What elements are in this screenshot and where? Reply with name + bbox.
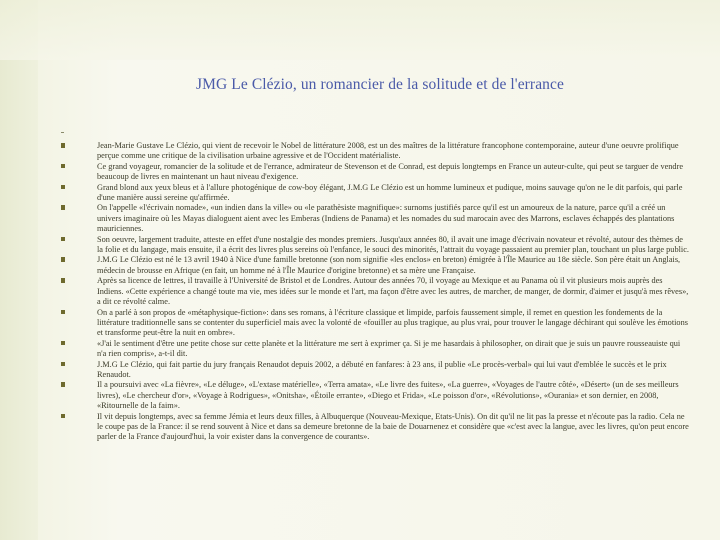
- item-text: Jean-Marie Gustave Le Clézio, qui vient de recevoir le Nobel de littérature 2008, est un des maîtres de la littérature francophone contemporaine, auteur d'une oeuvre prolifique perçue comme une critique de la civilisation urbaine agressive et de l'Occident matérialiste.: [97, 141, 679, 161]
- list-item: [60, 308, 690, 339]
- decorative-dash: [61, 132, 64, 133]
- square-bullet-icon: [61, 362, 65, 367]
- square-bullet-icon: [61, 341, 65, 346]
- bullet-list: [60, 141, 690, 443]
- list-item: [60, 235, 690, 256]
- list-item: [60, 360, 690, 381]
- list-item: [60, 255, 690, 276]
- item-text: J.M.G Le Clézio, qui fait partie du jury français Renaudot depuis 2002, a débuté en fanfares: à 23 ans, il publie «Le procès-verbal» qui lui vaut d'emblée le succès et le prix Renaudot.: [97, 359, 667, 379]
- item-text: On l'appelle «l'écrivain nomade», «un indien dans la ville» ou «le parathèsiste magnifique»: surnoms justifiés parce qu'il est un amoureux de la nature, parce qu'il a créé un univers imaginaire où les Mayas dialoguent aient avec les Emberas (Indiens de Panama) et les nomades du sud marocain avec des Marrons, esclaves échappés des plantations mauriciennes.: [97, 203, 675, 234]
- item-text: Il vit depuis longtemps, avec sa femme Jémia et leurs deux filles, à Albuquerque (Nouveau-Mexique, Etats-Unis). On dit qu'il ne lit pas la presse et n'écoute pas la radio. Cela ne le coupe pas de la France: il se rend souvent à Nice et dans sa demeure bretonne de la baie de Douarnenez et considère que «c'est avec la langue, avec les livres, qu'on peut encore parler de la France d'aujourd'hui, la voir exister dans la convergence de courants».: [97, 411, 689, 442]
- list-item: [60, 339, 690, 360]
- list-item: [60, 183, 690, 204]
- item-text: On a parlé à son propos de «métaphysique-fiction»: dans ses romans, à l'écriture classique et limpide, parfois faussement simple, il remet en question les fondements de la littérature traditionnelle sans se contenter du superficiel mais avec la volonté de «fouiller au plus tragique, au plus vrai, pour trouver le langage déchirant qui soulève les émotions et transforme peut-être la nuit en ombre».: [97, 307, 688, 338]
- item-text: Il a poursuivi avec «La fièvre», «Le déluge», «L'extase matérielle», «Terra amata», «Le livre des fuites», «La guerre», «Voyages de l'autre côté», «Désert» (un de ses meilleurs livres), «Le chercheur d'or», «Voyage à Rodrigues», «Onitsha», «Étoile errante», «Diego et Frida», «Le poisson d'or», «Révolutions», «Ourania» et son dernier, en 2008, «Ritournelle de la faim».: [97, 380, 679, 411]
- square-bullet-icon: [61, 278, 65, 283]
- square-bullet-icon: [61, 185, 65, 190]
- square-bullet-icon: [61, 382, 65, 387]
- list-item: [60, 412, 690, 443]
- top-decorative-band: [0, 0, 720, 60]
- item-text: Grand blond aux yeux bleus et à l'allure photogénique de cow-boy élégant, J.M.G Le Clézio est un homme lumineux et pudique, moins sauvage qu'on ne le dit parfois, qui parle d'une manière aussi sereine qu'affirmée.: [97, 182, 683, 203]
- list-item: [60, 203, 690, 234]
- slide-title: JMG Le Clézio, un romancier de la solitude et de l'errance: [196, 76, 564, 93]
- square-bullet-icon: [61, 310, 65, 315]
- square-bullet-icon: [61, 237, 65, 242]
- square-bullet-icon: [61, 414, 65, 419]
- item-text: Son oeuvre, largement traduite, atteste en effet d'une nostalgie des mondes premiers. Jusqu'aux années 80, il avait une image d'écrivain novateur et révolté, autour des thèmes de la folie et du langage, mais ensuite, il a écrit des livres plus sereins où l'enfance, le souci des minorités, l'attrait du voyage passaient au premier plan, touchant un plus large public.: [97, 234, 689, 255]
- item-text: Après sa licence de lettres, il travaille à l'Université de Bristol et de Londres. Autour des années 70, il voyage au Mexique et au Panama où il vit plusieurs mois auprès des Indiens. «Cette expérience a changé toute ma vie, mes idées sur le monde et l'art, ma façon d'être avec les autres, de marcher, de manger, de dormir, d'aimer et jusqu'à mes rêves», a dit ce révolté calme.: [97, 276, 689, 307]
- list-item: [60, 141, 690, 162]
- square-bullet-icon: [61, 257, 65, 262]
- list-item: [60, 162, 690, 183]
- square-bullet-icon: [61, 164, 65, 169]
- list-item: [60, 276, 690, 307]
- item-text: Ce grand voyageur, romancier de la solitude et de l'errance, admirateur de Stevenson et de Conrad, est depuis longtemps en France un auteur-culte, qui peut se targuer de vendre beaucoup de livres en maintenant un haut niveau d'exigence.: [97, 161, 684, 182]
- list-item: [60, 380, 690, 411]
- item-text: «J'ai le sentiment d'être une petite chose sur cette planète et la littérature me sert à exprimer ça. Si je me hasardais à philosopher, on dirait que je suis un pauvre rousseauiste qui n'a rien compris», a-t-il dit.: [97, 338, 681, 359]
- square-bullet-icon: [61, 143, 65, 148]
- item-text: J.M.G Le Clézio est né le 13 avril 1940 à Nice d'une famille bretonne (son nom signifie «les enclos» en breton) émigrée à l'Île Maurice au 18e siècle. Son père était un Anglais, médecin de brousse en Afrique (en fait, un homme né à l'Île Maurice d'origine bretonne) et sa mère une Française.: [97, 255, 681, 275]
- square-bullet-icon: [61, 205, 65, 210]
